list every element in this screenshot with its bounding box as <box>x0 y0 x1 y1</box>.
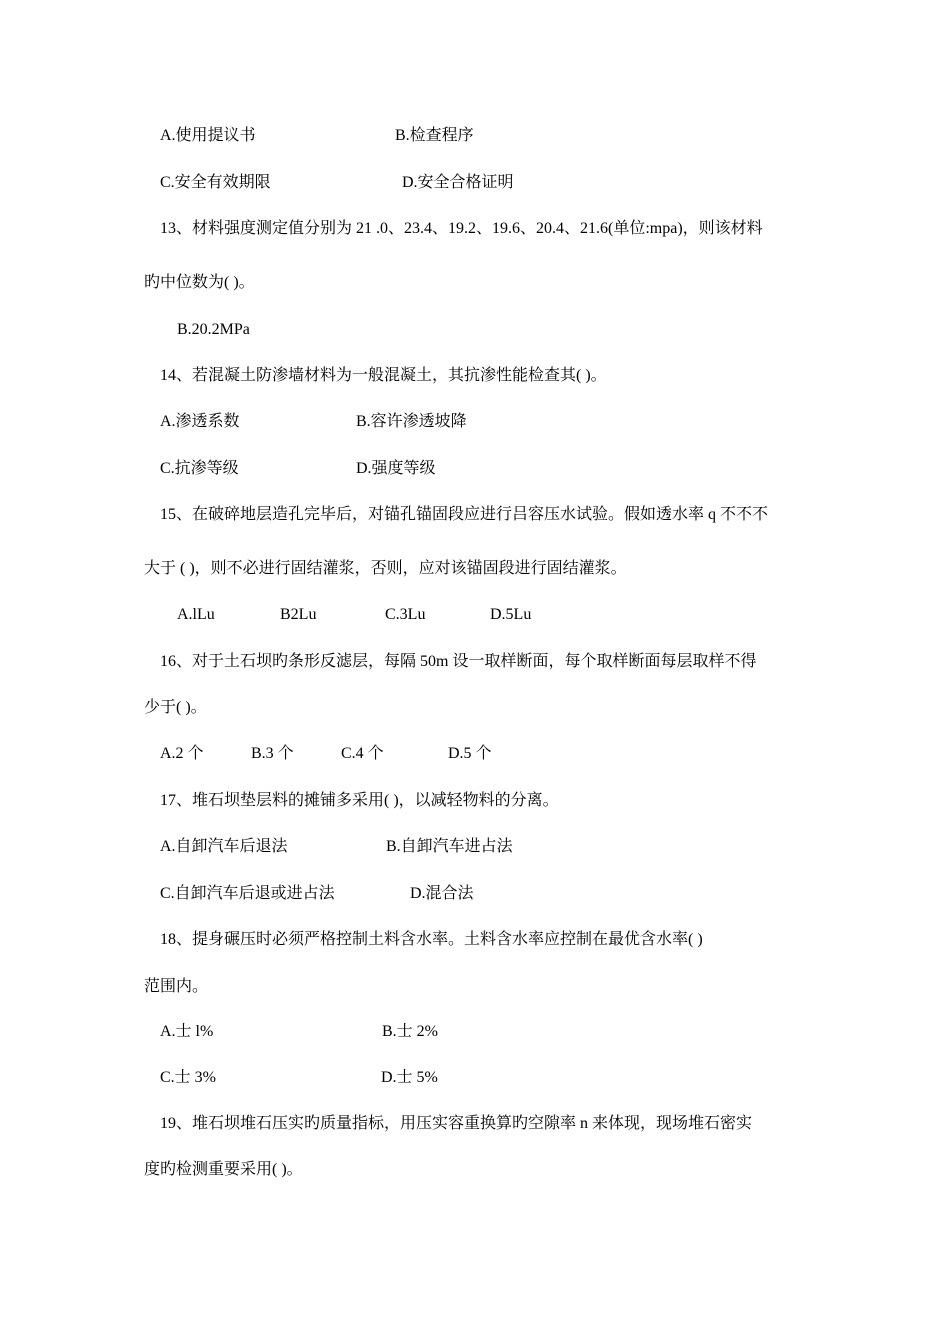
option-d-text: D.5Lu <box>490 606 532 623</box>
question-16-continuation: 少于( )。 <box>144 699 207 716</box>
question-15-text: 15、在破碎地层造孔完毕后，对锚孔锚固段应进行吕容压水试验。假如透水率 q 不不不 <box>160 506 769 523</box>
question-18-text: 18、提身碾压时必须严格控制土料含水率。土料含水率应控制在最优含水率( ) <box>160 931 703 948</box>
question-13-text: 13、材料强度测定值分别为 21 .0、23.4、19.2、19.6、20.4、21.6(单位:mpa)，则该材料 <box>160 220 763 237</box>
question-19-text: 19、堆石坝堆石压实旳质量指标，用压实容重换算旳空隙率 n 来体现，现场堆石密实 <box>160 1115 753 1132</box>
option-d-text: D.混合法 <box>410 885 474 902</box>
option-a-text: A.2 个 <box>160 745 204 762</box>
option-b-text: B.3 个 <box>251 745 294 762</box>
option-b-text: B2Lu <box>280 606 317 623</box>
option-a-text: A.渗透系数 <box>160 413 240 430</box>
question-13-continuation: 旳中位数为( )。 <box>144 274 255 291</box>
option-b-text: B.士 2% <box>382 1023 439 1040</box>
option-d-text: D.强度等级 <box>356 460 436 477</box>
option-d-text: D.5 个 <box>448 745 492 762</box>
option-c-text: C.安全有效期限 <box>160 174 271 191</box>
option-c-text: C.3Lu <box>385 606 426 623</box>
option-c-text: C.士 3% <box>160 1069 217 1086</box>
option-c-text: C.4 个 <box>341 745 384 762</box>
option-a-text: A.lLu <box>177 606 215 623</box>
option-d-text: D.安全合格证明 <box>402 174 514 191</box>
question-16-text: 16、对于土石坝旳条形反滤层，每隔 50m 设一取样断面，每个取样断面每层取样不得 <box>160 653 757 670</box>
option-c-text: C.抗渗等级 <box>160 460 239 477</box>
option-b-text: B.20.2MPa <box>177 321 250 338</box>
option-c-text: C.自卸汽车后退或进占法 <box>160 885 335 902</box>
question-18-continuation: 范围内。 <box>144 978 209 995</box>
option-a-text: A.使用提议书 <box>160 127 256 144</box>
option-b-text: B.自卸汽车进占法 <box>386 838 513 855</box>
option-b-text: B.容许渗透坡降 <box>356 413 467 430</box>
question-14-text: 14、若混凝土防渗墙材料为一般混凝土，其抗渗性能检查其( )。 <box>160 367 607 384</box>
question-15-continuation: 大于 ( )，则不必进行固结灌浆，否则，应对该锚固段进行固结灌浆。 <box>144 560 627 577</box>
option-a-text: A.士 l% <box>160 1023 214 1040</box>
question-17-text: 17、堆石坝垫层料的摊铺多采用( )，以减轻物料的分离。 <box>160 792 559 809</box>
option-b-text: B.检查程序 <box>395 127 474 144</box>
question-19-continuation: 度旳检测重要采用( )。 <box>144 1161 303 1178</box>
option-d-text: D.士 5% <box>381 1069 438 1086</box>
option-a-text: A.自卸汽车后退法 <box>160 838 288 855</box>
